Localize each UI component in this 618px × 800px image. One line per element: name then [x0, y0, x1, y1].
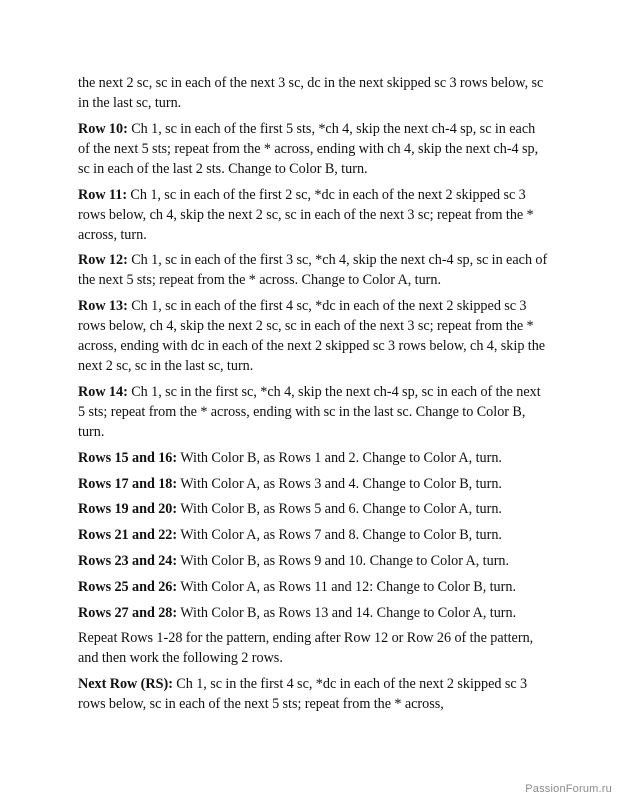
row-text: With Color B, as Rows 5 and 6. Change to Color A, turn. — [177, 501, 502, 518]
paragraph — [78, 73, 548, 113]
paragraph — [78, 674, 548, 714]
row-text: With Color A, as Rows 3 and 4. Change to Color B, turn. — [177, 475, 502, 492]
paragraph — [78, 474, 548, 494]
paragraph — [78, 119, 548, 179]
row-text: Repeat Rows 1-28 for the pattern, ending after Row 12 or Row 26 of the pattern, and then work the following 2 rows. — [78, 630, 534, 667]
paragraph — [78, 577, 548, 597]
paragraph — [78, 499, 548, 519]
row-text: With Color B, as Rows 1 and 2. Change to Color A, turn. — [177, 449, 502, 466]
row-heading: Rows 21 and 22: — [78, 527, 178, 544]
row-text: Ch 1, sc in each of the first 2 sc, *dc in each of the next 2 skipped sc 3 rows below, ch 4, skip the next 2 sc, sc in each of the next 3 sc; repeat from the * across, turn. — [78, 186, 534, 243]
row-heading: Rows 19 and 20: — [78, 501, 178, 518]
document-page — [78, 73, 548, 720]
row-heading: Next Row (RS): — [78, 676, 173, 693]
row-text: Ch 1, sc in each of the first 5 sts, *ch 4, skip the next ch-4 sp, sc in each of the next 5 sts; repeat from the * across, ending with ch 4, skip the next ch-4 sp, sc in each of the last 2 sts. Change to Color B, turn. — [78, 120, 539, 177]
row-heading: Row 11: — [78, 186, 128, 203]
row-heading: Row 13: — [78, 298, 128, 315]
paragraph — [78, 382, 548, 442]
paragraph — [78, 296, 548, 376]
row-heading: Rows 23 and 24: — [78, 552, 178, 569]
paragraph — [78, 551, 548, 571]
paragraph — [78, 185, 548, 245]
row-text: Ch 1, sc in each of the first 3 sc, *ch 4, skip the next ch-4 sp, sc in each of the next 5 sts; repeat from the * across. Change to Color A, turn. — [78, 252, 548, 289]
site-watermark: PassionForum.ru — [525, 783, 612, 795]
row-text: With Color B, as Rows 13 and 14. Change to Color A, turn. — [177, 604, 517, 621]
paragraph — [78, 250, 548, 290]
paragraph — [78, 525, 548, 545]
paragraph — [78, 603, 548, 623]
row-heading: Row 14: — [78, 383, 128, 400]
paragraph — [78, 448, 548, 468]
row-text: With Color A, as Rows 11 and 12: Change to Color B, turn. — [177, 578, 517, 595]
row-heading: Rows 27 and 28: — [78, 604, 178, 621]
row-text: Ch 1, sc in the first sc, *ch 4, skip the next ch-4 sp, sc in each of the next 5 sts; repeat from the * across, ending with sc in the last sc. Change to Color B, turn. — [78, 383, 541, 440]
row-text: With Color B, as Rows 9 and 10. Change to Color A, turn. — [177, 552, 510, 569]
row-text: the next 2 sc, sc in each of the next 3 sc, dc in the next skipped sc 3 rows below, sc in the last sc, turn. — [78, 75, 544, 111]
row-text: Ch 1, sc in each of the first 4 sc, *dc in each of the next 2 skipped sc 3 rows below, ch 4, skip the next 2 sc, sc in each of the next 3 sc; repeat from the * across, ending with dc in each of the next 2 skipped sc 3 rows below, ch 4, skip the next 2 sc, sc in the last sc, turn. — [78, 298, 546, 375]
paragraph — [78, 628, 548, 668]
row-heading: Row 10: — [78, 120, 128, 137]
row-heading: Rows 17 and 18: — [78, 475, 178, 492]
row-text: Ch 1, sc in the first 4 sc, *dc in each of the next 2 skipped sc 3 rows below, sc in each of the next 5 sts; repeat from the * across, — [78, 676, 528, 713]
row-heading: Rows 15 and 16: — [78, 449, 178, 466]
row-heading: Row 12: — [78, 252, 128, 269]
row-text: With Color A, as Rows 7 and 8. Change to Color B, turn. — [177, 527, 502, 544]
row-heading: Rows 25 and 26: — [78, 578, 178, 595]
